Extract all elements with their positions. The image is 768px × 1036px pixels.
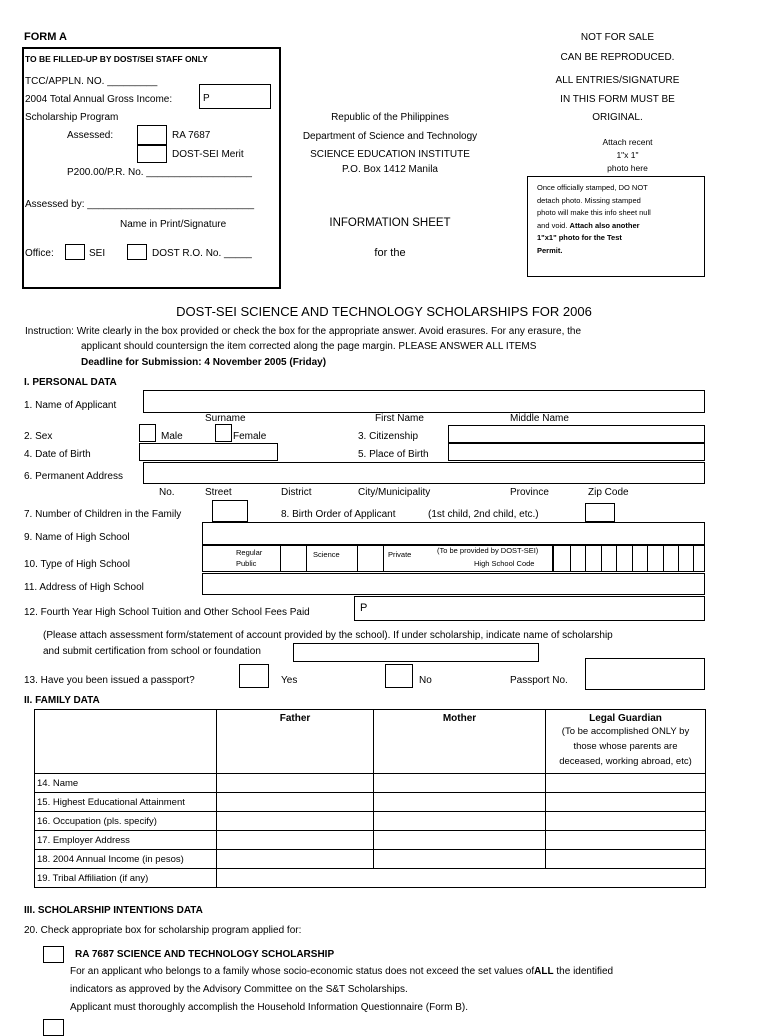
male-checkbox[interactable] [139, 424, 156, 442]
q12-note-2: and submit certification from school or foundation [43, 646, 261, 657]
sei-merit-checkbox[interactable] [137, 145, 167, 163]
mother-cell[interactable] [374, 793, 546, 812]
staff-heading: TO BE FILLED-UP BY DOST/SEI STAFF ONLY [25, 54, 208, 64]
q1-label: 1. Name of Applicant [24, 400, 117, 411]
q10-label: 10. Type of High School [24, 559, 130, 570]
table-header-blank [35, 710, 217, 774]
surname-caption: Surname [205, 413, 246, 424]
fee-pr-no: P200.00/P.R. No. ___________________ [67, 167, 252, 178]
ra-7687-label: RA 7687 [172, 130, 211, 141]
notice-line-2: CAN BE REPRODUCED. [560, 52, 675, 63]
row-label: 15. Highest Educational Attainment [35, 793, 217, 812]
middle-name-caption: Middle Name [510, 413, 569, 424]
desc-1a: For an applicant who belongs to a family whose socio-economic status does not exceed the set values of [70, 966, 535, 977]
for-the-label: for the [374, 247, 406, 259]
passport-no-label: No [419, 675, 432, 686]
ra-7687-checkbox[interactable] [137, 125, 167, 145]
institute-label: SCIENCE EDUCATION INSTITUTE [310, 149, 470, 160]
q2-label: 2. Sex [24, 431, 53, 442]
family-data-table [34, 709, 706, 888]
form-label: FORM A [24, 31, 67, 43]
department-label: Department of Science and Technology [302, 131, 478, 142]
mother-cell[interactable] [374, 812, 546, 831]
stamp-text-4a: and void. [537, 220, 570, 230]
mother-cell[interactable] [374, 831, 546, 850]
table-row [35, 774, 706, 793]
applicant-name-input[interactable] [143, 390, 705, 413]
information-sheet-title: INFORMATION SHEET [329, 217, 451, 229]
merit-scholarship-checkbox[interactable] [43, 1019, 64, 1036]
addr-zip-caption: Zip Code [588, 487, 629, 498]
photo-hint-2: 1"x 1" [616, 150, 639, 160]
father-cell[interactable] [217, 774, 374, 793]
female-checkbox[interactable] [215, 424, 232, 442]
table-row [35, 831, 706, 850]
stamp-text-6: Permit. [537, 245, 563, 255]
photo-stamp-box [527, 176, 705, 277]
female-label: Female [233, 431, 267, 442]
addr-province-caption: Province [510, 487, 549, 498]
addr-district-caption: District [281, 487, 312, 498]
q4-label: 4. Date of Birth [24, 449, 91, 460]
republic-label: Republic of the Philippines [331, 112, 449, 123]
instruction-line-1: Instruction: Write clearly in the box provided or check the box for the appropriate answer. Avoid erasures. For any erasure, the [25, 326, 582, 337]
stamp-text-3: photo will make this info sheet null [537, 208, 651, 217]
table-row [35, 793, 706, 812]
office-label: Office: [25, 248, 54, 259]
birth-order-input[interactable] [585, 503, 615, 522]
father-cell[interactable] [217, 812, 374, 831]
stamp-text-5: 1"x1" photo for the Test [537, 233, 622, 242]
guardian-note-3: deceased, working abroad, etc) [559, 756, 692, 767]
q8-hint: (1st child, 2nd child, etc.) [428, 509, 539, 520]
dost-ro-label: DOST R.O. No. _____ [152, 248, 252, 259]
q6-label: 6. Permanent Address [24, 471, 123, 482]
personal-data-heading: I. PERSONAL DATA [24, 377, 117, 388]
guardian-note-1: (To be accomplished ONLY by [561, 726, 690, 737]
col-mother: Mother [374, 710, 546, 774]
notice-line-3: ALL ENTRIES/SIGNATURE [555, 75, 680, 86]
notice-line-5: ORIGINAL. [592, 112, 643, 123]
col-father: Father [217, 710, 374, 774]
permanent-address-input[interactable] [143, 462, 705, 484]
guardian-note-2: those whose parents are [573, 741, 678, 752]
passport-number-input[interactable] [585, 658, 705, 690]
guardian-cell[interactable] [546, 850, 706, 869]
notice-line-1: NOT FOR SALE [580, 32, 655, 43]
passport-yes-checkbox[interactable] [239, 664, 269, 688]
tuition-input[interactable] [354, 596, 705, 621]
assessed-label: Assessed: [67, 130, 114, 141]
table-row [35, 812, 706, 831]
desc-1c: the identified [553, 966, 614, 977]
row-label: 16. Occupation (pls. specify) [35, 812, 217, 831]
q8-label: 8. Birth Order of Applicant [281, 509, 396, 520]
regular-label-2: Public [236, 559, 257, 568]
stamp-text-1: Once officially stamped, DO NOT [537, 183, 648, 192]
po-box-label: P.O. Box 1412 Manila [342, 164, 438, 175]
photo-hint-3: photo here [607, 163, 648, 173]
addr-street-caption: Street [205, 487, 232, 498]
hs-code-note: (To be provided by DOST-SEI) [437, 546, 539, 555]
tuition-value: P [360, 602, 368, 614]
notice-line-4: IN THIS FORM MUST BE [560, 94, 675, 105]
row-label: 14. Name [35, 774, 217, 793]
q5-label: 5. Place of Birth [358, 449, 429, 460]
regular-public-checkbox[interactable] [280, 545, 307, 572]
dost-ro-checkbox[interactable] [127, 244, 147, 260]
addr-city-caption: City/Municipality [358, 487, 431, 498]
father-cell[interactable] [217, 831, 374, 850]
ra7687-desc-3: Applicant must thoroughly accomplish the Household Information Questionnaire (Form B). [70, 1002, 468, 1013]
tribal-affiliation-cell[interactable] [217, 869, 706, 888]
table-row [35, 869, 706, 888]
passport-yes-label: Yes [281, 675, 298, 686]
desc-1b: ALL [534, 966, 554, 977]
q13-label: 13. Have you been issued a passport? [24, 675, 195, 686]
ra7687-desc-1 [70, 966, 613, 977]
first-name-caption: First Name [375, 413, 424, 424]
stamp-text-4b: Attach also another [569, 220, 640, 230]
guardian-cell[interactable] [546, 774, 706, 793]
ra7687-scholarship-title: RA 7687 SCIENCE AND TECHNOLOGY SCHOLARSHIP [75, 949, 335, 960]
guardian-cell[interactable] [546, 793, 706, 812]
gross-income-input[interactable] [199, 84, 271, 109]
addr-no-caption: No. [159, 487, 175, 498]
father-cell[interactable] [217, 793, 374, 812]
q9-label: 9. Name of High School [24, 532, 130, 543]
hs-code-label: High School Code [474, 559, 535, 568]
q12-note-1: (Please attach assessment form/statement of account provided by the school). If under scholarship, indicate name of scholarship [43, 630, 613, 641]
guardian-cell[interactable] [546, 812, 706, 831]
science-label: Science [313, 550, 340, 559]
high-school-name-input[interactable] [202, 522, 705, 545]
mother-cell[interactable] [374, 774, 546, 793]
row-label: 17. Employer Address [35, 831, 217, 850]
sei-merit-label: DOST-SEI Merit [172, 149, 244, 160]
deadline: Deadline for Submission: 4 November 2005 (Friday) [81, 357, 327, 368]
col-legal-guardian [546, 710, 706, 774]
place-of-birth-input[interactable] [448, 443, 705, 461]
number-of-children-input[interactable] [212, 500, 248, 522]
q11-label: 11. Address of High School [24, 582, 144, 593]
scholarship-name-input[interactable] [293, 643, 539, 662]
passport-no-checkbox[interactable] [385, 664, 413, 688]
date-of-birth-input[interactable] [139, 443, 278, 461]
sei-office-label: SEI [89, 248, 106, 259]
assessed-by: Assessed by: ______________________________ [25, 199, 255, 210]
gross-income-label: 2004 Total Annual Gross Income: [25, 94, 173, 105]
scholarship-heading: III. SCHOLARSHIP INTENTIONS DATA [24, 905, 203, 916]
ra7687-desc-2: indicators as approved by the Advisory Committee on the S&T Scholarships. [70, 984, 408, 995]
tcc-appln-no: TCC/APPLN. NO. _________ [25, 76, 158, 87]
ra7687-scholarship-checkbox[interactable] [43, 946, 64, 963]
photo-hint-1: Attach recent [602, 137, 653, 147]
scholarship-program-label: Scholarship Program [25, 112, 119, 123]
high-school-address-input[interactable] [202, 573, 705, 595]
col-guardian-title: Legal Guardian [589, 713, 662, 724]
family-data-heading: II. FAMILY DATA [24, 695, 100, 706]
guardian-cell[interactable] [546, 831, 706, 850]
science-checkbox[interactable] [357, 545, 384, 572]
sei-office-checkbox[interactable] [65, 244, 85, 260]
stamp-text-2: detach photo. Missing stamped [537, 195, 641, 205]
row-label: 18. 2004 Annual Income (in pesos) [35, 850, 217, 869]
name-signature-caption: Name in Print/Signature [120, 219, 227, 230]
citizenship-input[interactable] [448, 425, 705, 443]
hs-code-input[interactable] [553, 545, 705, 572]
male-label: Male [161, 431, 183, 442]
q3-label: 3. Citizenship [358, 431, 419, 442]
instruction-line-2: applicant should countersign the item corrected along the page margin. PLEASE ANSWER ALL ITEMS [81, 341, 537, 352]
q12-label: 12. Fourth Year High School Tuition and Other School Fees Paid [24, 607, 310, 618]
row-label: 19. Tribal Affiliation (if any) [35, 869, 217, 888]
regular-label-1: Regular [236, 548, 263, 557]
q7-label: 7. Number of Children in the Family [24, 509, 182, 520]
gross-income-value: P [203, 93, 210, 104]
q20-label: 20. Check appropriate box for scholarship program applied for: [24, 925, 302, 936]
passport-number-label: Passport No. [510, 675, 568, 686]
private-label: Private [388, 550, 412, 559]
table-row [35, 850, 706, 869]
mother-cell[interactable] [374, 850, 546, 869]
page-title: DOST-SEI SCIENCE AND TECHNOLOGY SCHOLARSHIPS FOR 2006 [176, 304, 592, 319]
father-cell[interactable] [217, 850, 374, 869]
